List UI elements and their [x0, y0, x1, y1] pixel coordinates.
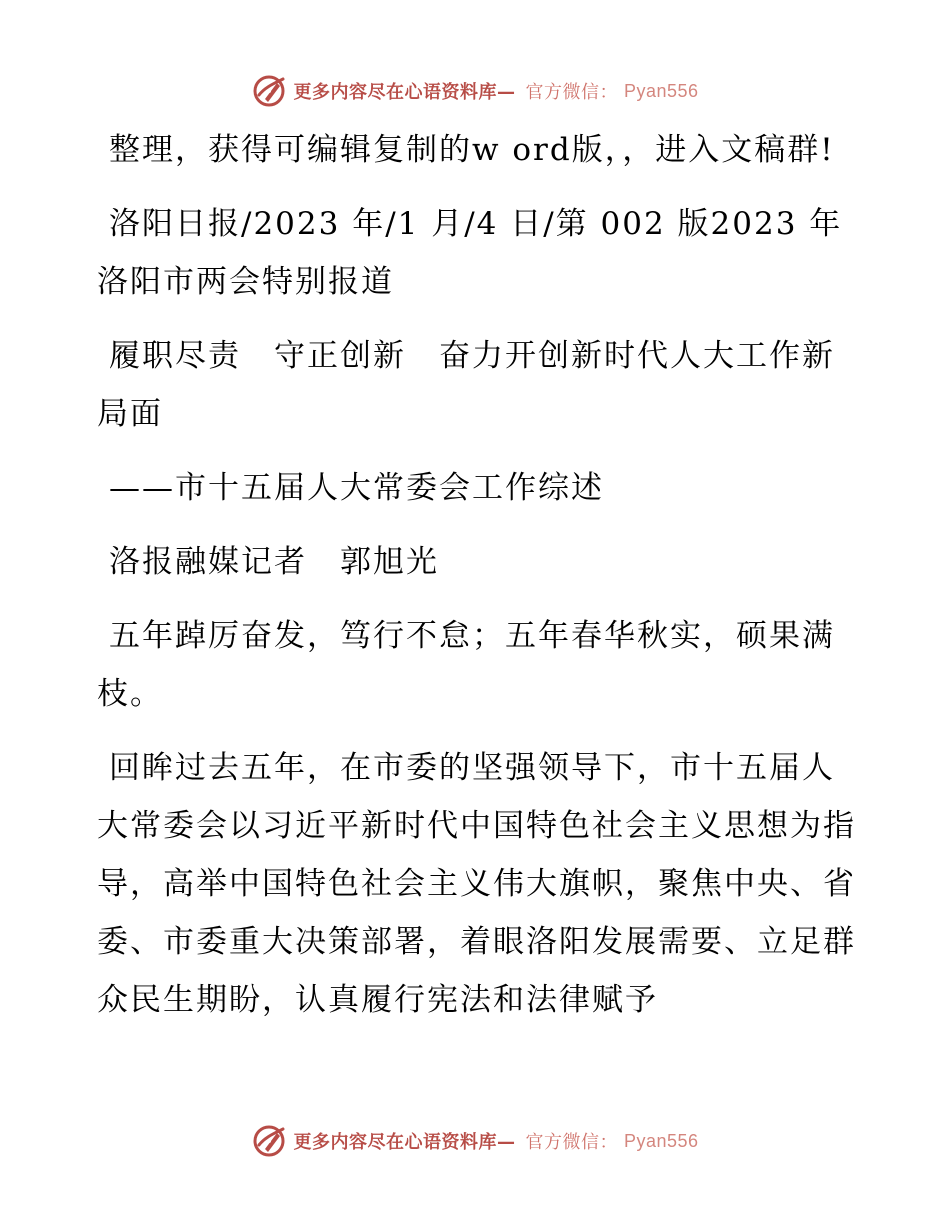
article-byline: 洛报融媒记者 郭旭光 [109, 544, 439, 580]
paragraph-lead: 五年踔厉奋发，笃行不怠；五年春华秋实，硕果满枝。 [97, 618, 835, 712]
paragraph-intro: 整理，获得可编辑复制的w ord版，，进入文稿群! [109, 132, 835, 168]
banner-slogan: 更多内容尽在心语资料库— [293, 1132, 516, 1153]
banner-wechat-label: 官方微信： [525, 82, 618, 103]
banner-wechat-handle: Pyan556 [623, 1130, 699, 1151]
article-title: 履职尽责 守正创新 奋力开创新时代人大工作新局面 [97, 338, 835, 432]
banner-wechat-handle: Pyan556 [623, 80, 699, 101]
banner-wechat-label: 官方微信： [525, 1132, 618, 1153]
pen-circle-logo-icon [251, 73, 287, 109]
document-body [97, 121, 857, 1045]
banner-slogan: 更多内容尽在心语资料库— [293, 82, 516, 103]
footer-watermark-banner [0, 1119, 950, 1163]
pen-circle-logo-icon [251, 1123, 287, 1159]
paragraph-source-line: 洛阳日报/2023 年/1 月/4 日/第 002 版2023 年洛阳市两会特别报道 [97, 206, 843, 300]
header-watermark-banner [0, 69, 950, 113]
paragraph-body: 回眸过去五年，在市委的坚强领导下，市十五届人大常委会以习近平新时代中国特色社会主义思想为指导，高举中国特色社会主义伟大旗帜，聚焦中央、省委、市委重大决策部署，着眼洛阳发展需要、立足群众民生期盼，认真履行宪法和法律赋予 [97, 750, 856, 1018]
article-subtitle: ——市十五届人大常委会工作综述 [109, 470, 604, 506]
